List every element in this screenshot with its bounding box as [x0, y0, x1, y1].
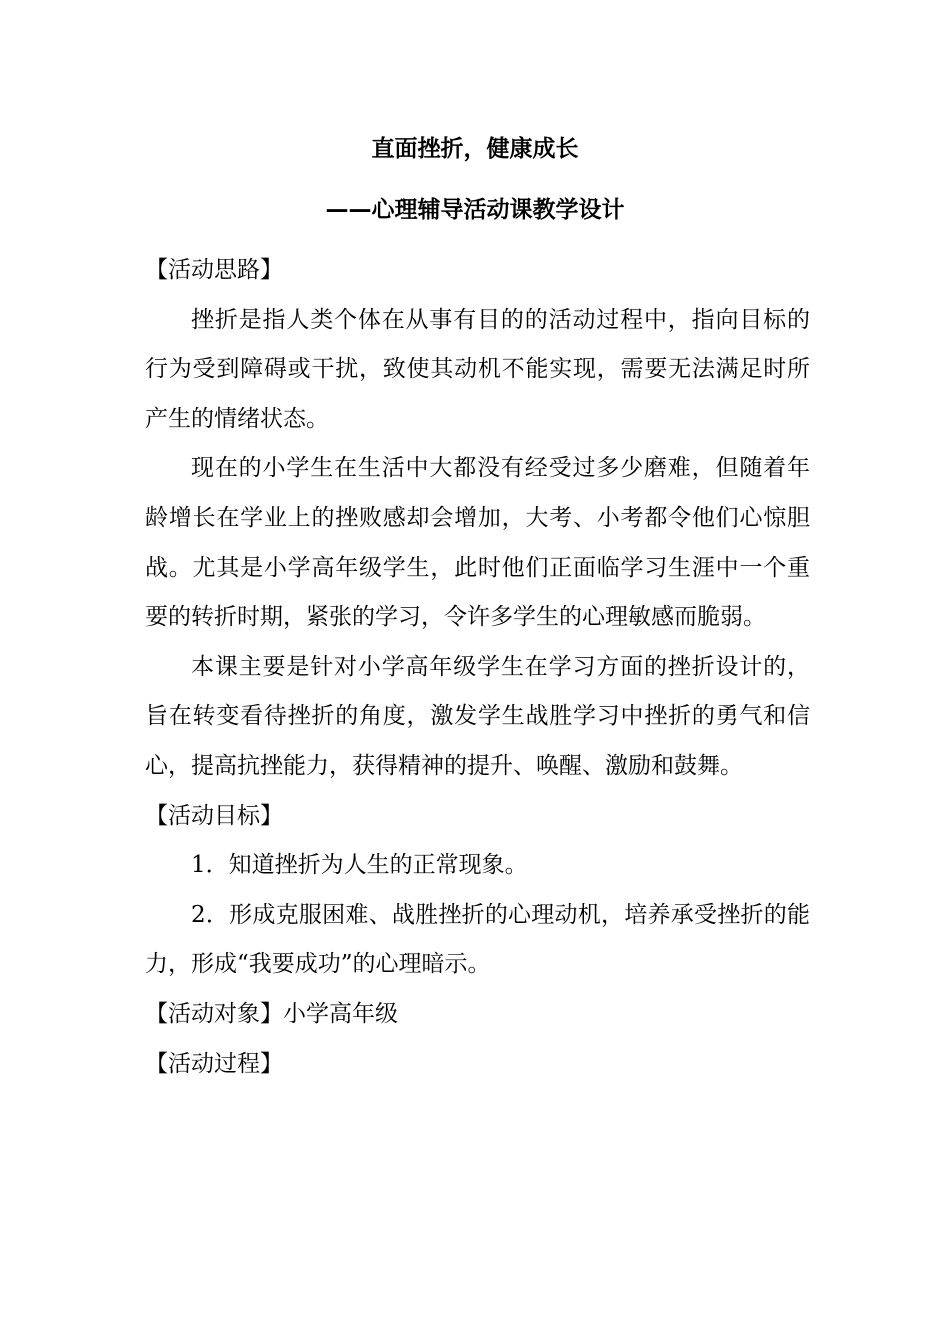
- paragraph-frustration-definition: 挫折是指人类个体在从事有目的的活动过程中，指向目标的行为受到障碍或干扰，致使其动机不能实现，需要无法满足时所产生的情绪状态。: [145, 306, 810, 432]
- document-title: 直面挫折，健康成长: [371, 136, 579, 162]
- goal-item-1: 1．知道挫折为人生的正常现象。: [191, 852, 528, 879]
- section-heading-activity-idea: 【活动思路】: [145, 257, 283, 283]
- section-activity-target: 【活动对象】小学高年级: [145, 1000, 398, 1027]
- document-body: [145, 246, 810, 1089]
- paragraph-student-situation: 现在的小学生在生活中大都没有经受过多少磨难，但随着年龄增长在学业上的挫败感却会增加，大考、小考都令他们心惊胆战。尤其是小学高年级学生，此时他们正面临学习生涯中一个重要的转折时期，紧张的学习，令许多学生的心理敏感而脆弱。: [145, 455, 810, 631]
- document-subtitle: ——心理辅导活动课教学设计: [325, 197, 625, 223]
- section-heading-activity-process: 【活动过程】: [145, 1050, 283, 1077]
- paragraph-lesson-purpose: 本课主要是针对小学高年级学生在学习方面的挫折设计的，旨在转变看待挫折的角度，激发学生战胜学习中挫折的勇气和信心，提高抗挫能力，获得精神的提升、唤醒、激励和鼓舞。: [145, 653, 810, 779]
- goal-item-2: 2．形成克服困难、战胜挫折的心理动机，培养承受挫折的能力，形成“我要成功”的心理暗示。: [145, 901, 810, 978]
- section-heading-activity-goals: 【活动目标】: [145, 802, 283, 829]
